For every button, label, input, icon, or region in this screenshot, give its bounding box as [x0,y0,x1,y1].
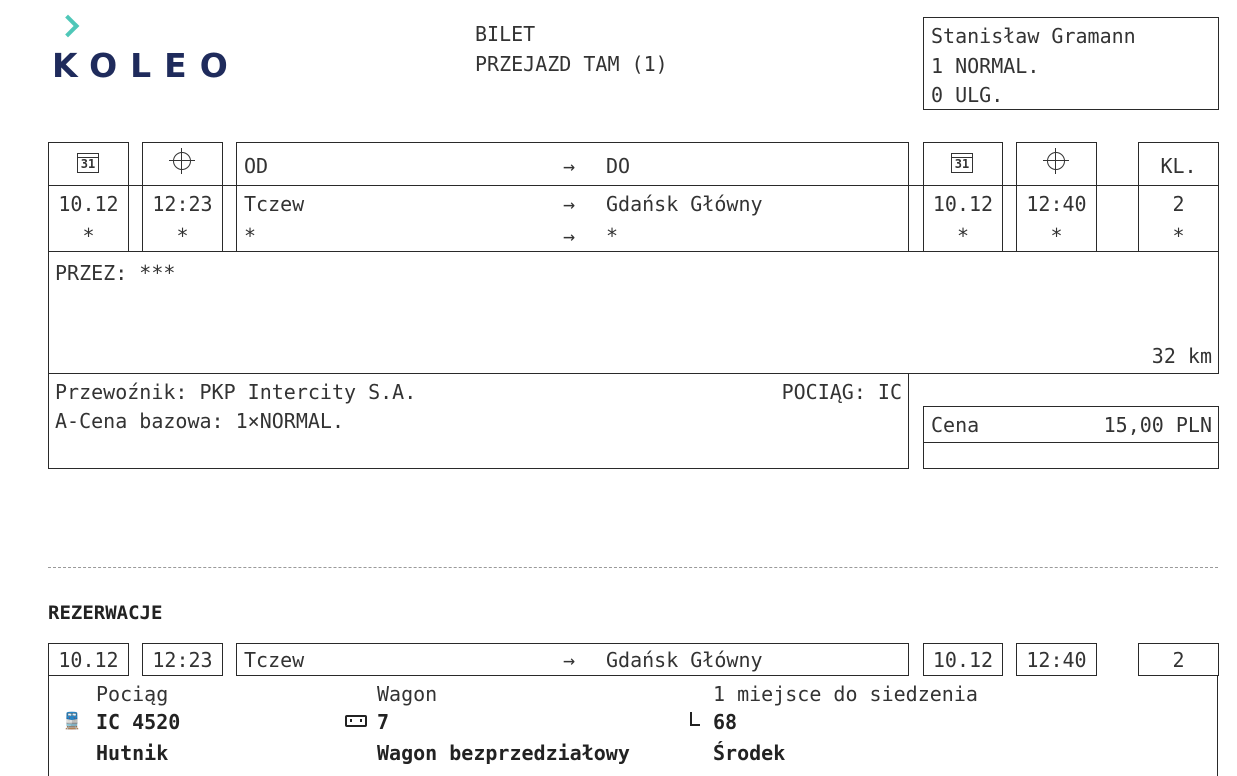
price-box [923,406,1219,469]
from-station: Tczew [244,192,305,216]
res-arr-date: 10.12 [932,648,994,672]
train-name: Hutnik [96,741,169,765]
from-station: * [244,224,257,248]
normal-count: 1 NORMAL. [931,54,1040,78]
price-divider [924,442,1218,443]
class-label: KL. [1160,154,1197,178]
calendar-icon: 31 [77,153,99,173]
clock-icon [173,152,191,170]
logo-text: KOLEO [52,46,241,85]
res-from: Tczew [244,648,305,672]
dep-time: 12:23 [152,192,213,216]
seat-position: Środek [713,741,786,765]
via-text: PRZEZ: *** [55,261,176,285]
train-label: Pociąg [96,682,169,706]
res-arr-time: 12:40 [1026,648,1087,672]
arr-date: 10.12 [932,192,994,216]
header-divider [48,185,1219,186]
via-box [48,251,1219,374]
to-station: * [606,224,619,248]
seat-icon [690,712,700,726]
wagon-number: 7 [377,710,390,734]
seat-label: 1 miejsce do siedzenia [713,682,978,706]
dep-date: 10.12 [58,192,119,216]
to-station: Gdańsk Główny [606,192,763,216]
class-value: 2 [1172,192,1185,216]
wagon-type: Wagon bezprzedziałowy [377,741,630,765]
carrier: Przewoźnik: PKP Intercity S.A. [55,380,417,404]
dep-date: * [82,224,95,248]
arr-time: 12:40 [1026,192,1087,216]
arrow-icon: → [563,224,576,248]
price-label: Cena [931,413,980,437]
res-dep-time: 12:23 [152,648,213,672]
arrow-icon: → [563,154,576,178]
wagon-label: Wagon [377,682,438,706]
to-label: DO [606,154,631,178]
res-class: 2 [1172,648,1185,672]
calendar-icon: 31 [951,153,973,173]
carrier-box [48,373,909,469]
arrow-icon: → [563,648,576,672]
train-type: POCIĄG: IC [781,380,902,404]
clock-icon [1047,152,1065,170]
price-value: 15,00 PLN [1103,413,1212,437]
reduced-count: 0 ULG. [931,83,1004,107]
distance: 32 km [1151,344,1212,368]
train-number: IC 4520 [96,710,181,734]
train-icon: 🚆 [62,711,82,730]
res-dep-date: 10.12 [58,648,119,672]
seat-number: 68 [713,710,738,734]
base-price: A-Cena bazowa: 1×NORMAL. [55,409,344,433]
arr-date: * [956,224,970,248]
journey-label: PRZEJAZD TAM (1) [475,52,668,76]
separator [48,567,1218,568]
from-label: OD [244,154,269,178]
wagon-icon [345,715,367,727]
res-to: Gdańsk Główny [606,648,763,672]
passenger-box [923,17,1219,110]
logo-chevron-icon [57,15,80,38]
ticket-type: BILET [475,22,536,46]
passenger-name: Stanisław Gramann [931,24,1136,48]
res-frame-left [48,675,49,776]
reservations-title: REZERWACJE [48,602,163,624]
dep-time: * [176,224,189,248]
arr-time: * [1050,224,1063,248]
arrow-icon: → [563,192,576,216]
class-value: * [1172,224,1185,248]
res-frame-right [1217,675,1218,776]
